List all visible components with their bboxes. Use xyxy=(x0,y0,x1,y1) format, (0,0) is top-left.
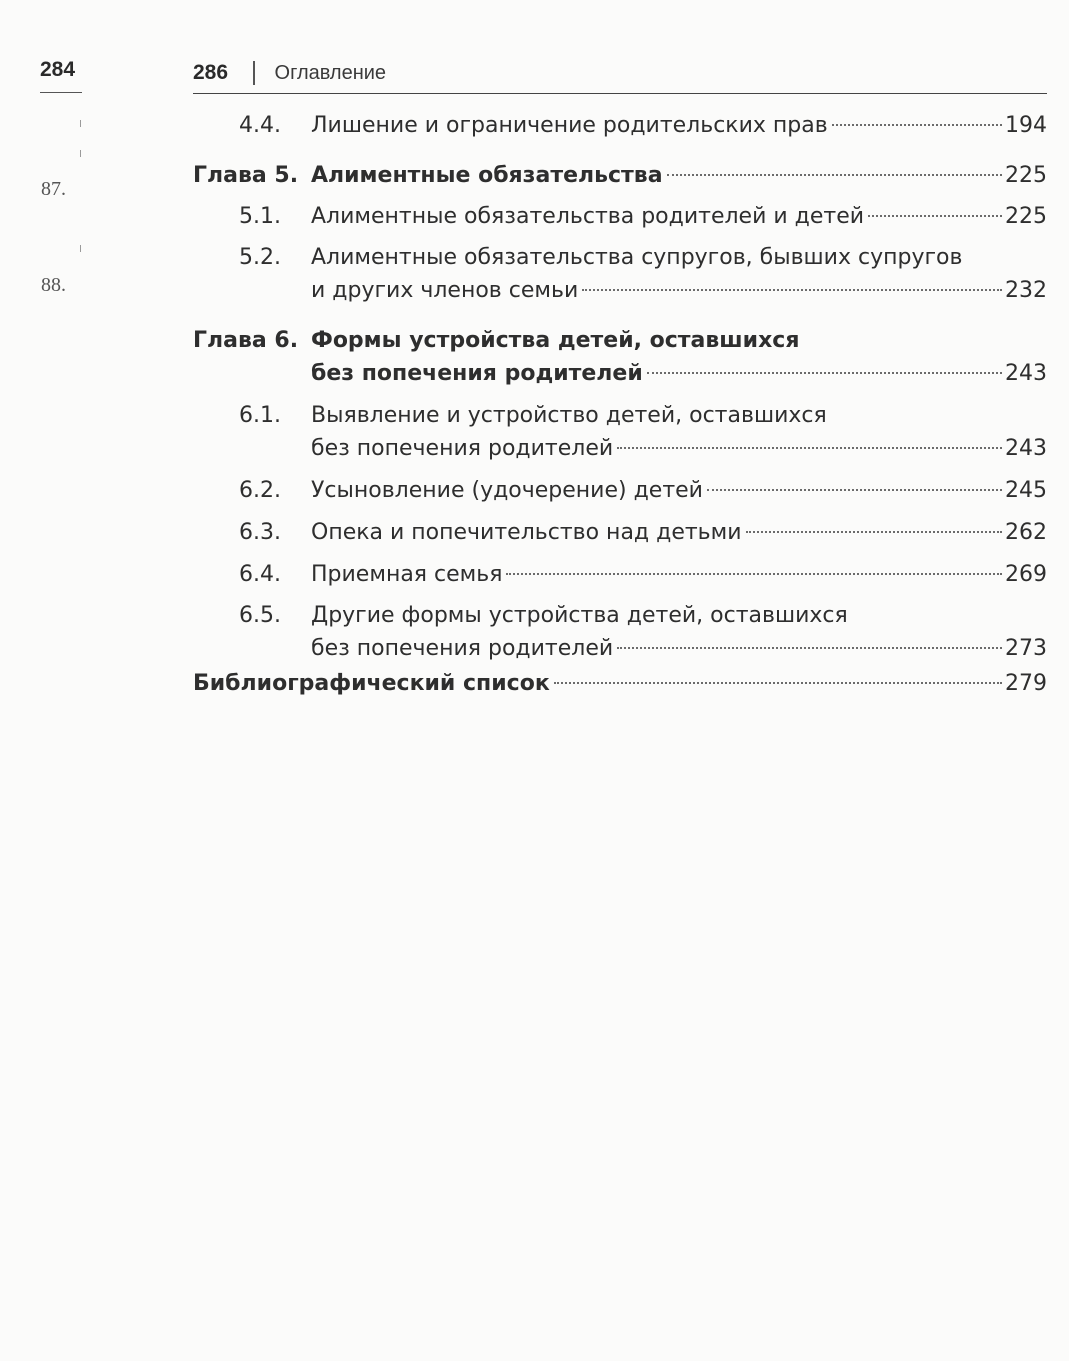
toc-entry xyxy=(193,558,1047,591)
toc-entry-number: 5.1. xyxy=(239,204,281,229)
toc-entry xyxy=(193,399,1047,465)
toc-chapter-number: Глава 5. xyxy=(193,163,299,188)
toc-entry-title: Алиментные обязательства супругов, бывших супругов xyxy=(311,245,963,270)
previous-page-fragment xyxy=(0,0,100,400)
dot-leader xyxy=(667,174,1002,176)
toc-entry-title: Алиментные обязательства xyxy=(311,163,663,188)
dot-leader xyxy=(647,372,1002,374)
toc-entry-title-continued: без попечения родителей xyxy=(311,436,614,461)
toc-entry-page: 262 xyxy=(1005,520,1047,545)
dot-leader xyxy=(746,531,1002,533)
toc-entry-number: 5.2. xyxy=(239,245,281,270)
toc-entry-page: 243 xyxy=(1005,436,1047,461)
dot-leader xyxy=(832,124,1002,126)
toc-entry-title-continued: без попечения родителей xyxy=(311,361,643,386)
toc-entry-number: 6.4. xyxy=(239,562,281,587)
page-number: 286 xyxy=(193,61,229,84)
toc-entry-page: 225 xyxy=(1005,204,1047,229)
margin-tick xyxy=(80,120,81,127)
toc-entry-title: Выявление и устройство детей, оставшихся xyxy=(311,403,827,428)
previous-page-rule xyxy=(40,92,82,93)
margin-tick xyxy=(80,245,81,252)
previous-page-item: 88. xyxy=(41,274,66,296)
dot-leader xyxy=(506,573,1002,575)
dot-leader xyxy=(868,215,1002,217)
toc-entry-page: 279 xyxy=(1005,671,1047,696)
toc-bibliography-entry xyxy=(193,667,1047,700)
running-header xyxy=(193,58,386,88)
dot-leader xyxy=(582,289,1002,291)
toc-entry-page: 269 xyxy=(1005,562,1047,587)
toc-entry-number: 6.2. xyxy=(239,478,281,503)
toc-entry xyxy=(193,474,1047,507)
toc-entry-title: Алиментные обязательства родителей и детей xyxy=(311,204,865,229)
toc-chapter-number: Глава 6. xyxy=(193,328,299,353)
toc-entry-number: 6.3. xyxy=(239,520,281,545)
previous-page-number: 284 xyxy=(40,58,76,81)
toc-entry-page: 225 xyxy=(1005,163,1047,188)
toc-entry xyxy=(193,109,1047,142)
toc-entry-title-continued: без попечения родителей xyxy=(311,636,614,661)
toc-entry-number: 6.5. xyxy=(239,603,281,628)
toc-entry-page: 243 xyxy=(1005,361,1047,386)
dot-leader xyxy=(617,647,1002,649)
toc-entry-number: 6.1. xyxy=(239,403,281,428)
toc-entry xyxy=(193,516,1047,549)
toc-entry-page: 232 xyxy=(1005,278,1047,303)
toc-entry-page: 245 xyxy=(1005,478,1047,503)
header-rule xyxy=(193,93,1047,94)
toc-entry xyxy=(193,599,1047,665)
toc-entry-title: Библиографический список xyxy=(193,671,550,696)
toc-entry-title: Другие формы устройства детей, оставшихся xyxy=(311,603,848,628)
dot-leader xyxy=(707,489,1002,491)
toc-entry-title: Усыновление (удочерение) детей xyxy=(311,478,703,503)
toc-entry-page: 273 xyxy=(1005,636,1047,661)
margin-tick xyxy=(80,150,81,157)
toc-entry-title: Приемная семья xyxy=(311,562,503,587)
toc-entry-title: Опека и попечительство над детьми xyxy=(311,520,742,545)
toc-entry-page: 194 xyxy=(1005,113,1047,138)
toc-chapter-entry xyxy=(193,159,1047,192)
previous-page-item: 87. xyxy=(41,178,66,200)
dot-leader xyxy=(554,682,1002,684)
toc-entry-title: Лишение и ограничение родительских прав xyxy=(311,113,828,138)
header-separator xyxy=(253,61,255,85)
toc-chapter-entry xyxy=(193,324,1047,390)
toc-entry xyxy=(193,241,1047,307)
toc-entry-title-continued: и других членов семьи xyxy=(311,278,579,303)
header-title: Оглавление xyxy=(274,61,387,84)
toc-entry xyxy=(193,200,1047,233)
toc-entry-number: 4.4. xyxy=(239,113,281,138)
toc-entry-title: Формы устройства детей, оставшихся xyxy=(311,328,800,353)
dot-leader xyxy=(617,447,1002,449)
